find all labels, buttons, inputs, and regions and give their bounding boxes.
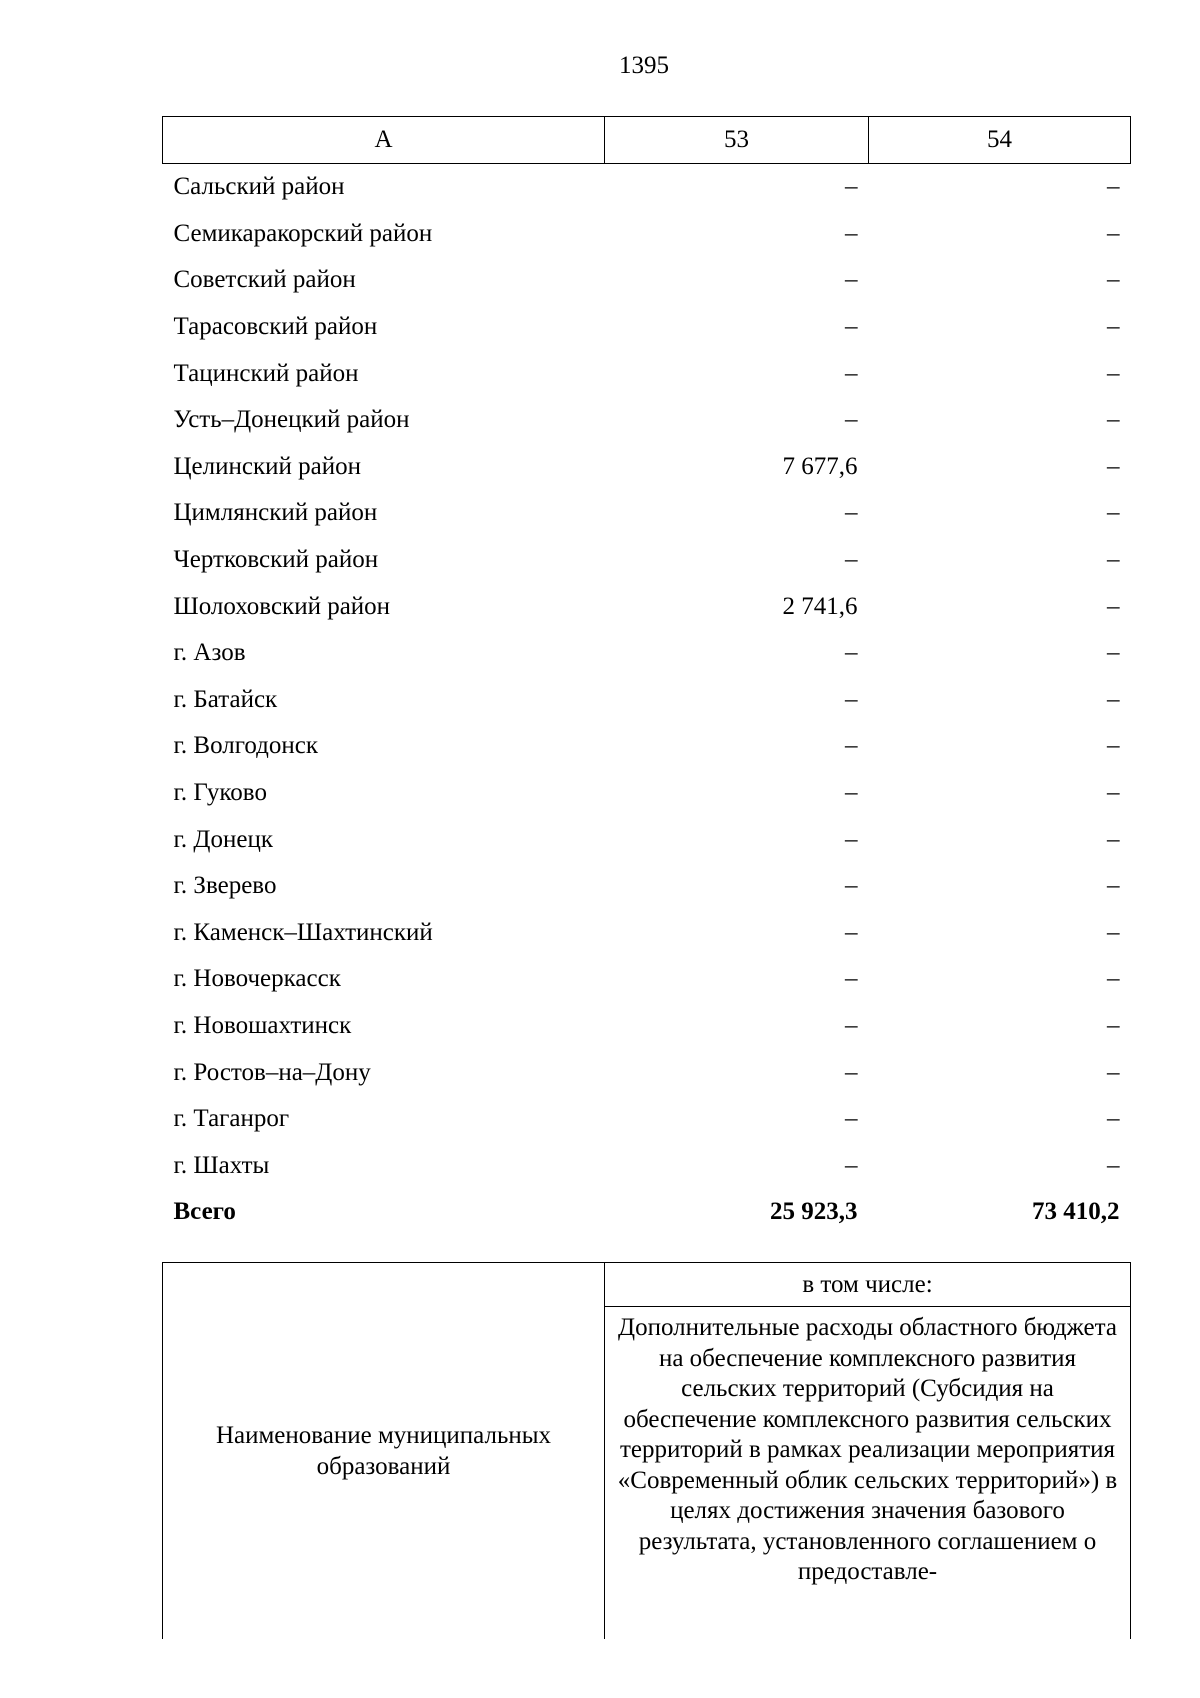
row-col-53: – <box>845 266 858 294</box>
next-table-header <box>162 1262 1131 1639</box>
row-col-53: – <box>845 219 858 247</box>
row-col-54: – <box>1107 219 1120 247</box>
row-col-54: – <box>1107 313 1120 341</box>
row-name: г. Ростов–на–Дону <box>173 1058 371 1086</box>
table-row <box>163 770 1131 817</box>
row-col-54: – <box>1107 406 1120 434</box>
row-col-53: – <box>845 639 858 667</box>
row-name: г. Азов <box>173 639 246 667</box>
row-col-54: – <box>1107 359 1120 387</box>
row-col-53: – <box>845 1105 858 1133</box>
row-col-53: – <box>845 1058 858 1086</box>
row-col-53: – <box>845 872 858 900</box>
row-col-54: – <box>1107 1058 1120 1086</box>
row-name: Цимлянский район <box>173 499 378 527</box>
row-col-54: – <box>1107 499 1120 527</box>
row-name: г. Гуково <box>173 779 267 807</box>
data-table <box>162 116 1131 1236</box>
row-name: Шолоховский район <box>173 592 391 620</box>
row-name: Советский район <box>173 266 356 294</box>
row-col-54: – <box>1107 825 1120 853</box>
row-name: Сальский район <box>173 173 345 201</box>
row-name: г. Новочеркасск <box>173 965 341 993</box>
page-number: 1395 <box>619 52 669 79</box>
table-row <box>163 257 1131 304</box>
table-row <box>163 1096 1131 1143</box>
row-col-53: – <box>845 732 858 760</box>
row-name: Тацинский район <box>173 359 359 387</box>
row-col-54: – <box>1107 546 1120 574</box>
table-row <box>163 537 1131 584</box>
row-col-53: – <box>845 499 858 527</box>
row-col-53: – <box>845 1011 858 1039</box>
header-col-53: 53 <box>605 117 869 164</box>
row-col-53: – <box>845 825 858 853</box>
including-header: в том числе: <box>605 1263 1131 1307</box>
row-col-53: – <box>845 685 858 713</box>
table-row <box>163 723 1131 770</box>
row-name: г. Таганрог <box>173 1105 290 1133</box>
row-col-54: – <box>1107 732 1120 760</box>
table-row <box>163 397 1131 444</box>
row-name: Семикаракорский район <box>173 219 433 247</box>
row-col-53: – <box>845 779 858 807</box>
row-col-54: – <box>1107 173 1120 201</box>
table-row <box>163 164 1131 211</box>
header-col-a: А <box>163 117 605 164</box>
row-name: г. Донецк <box>173 825 273 853</box>
row-col-54: – <box>1107 452 1120 480</box>
row-col-53: 7 677,6 <box>782 452 858 480</box>
row-col-54: – <box>1107 266 1120 294</box>
table-row <box>163 444 1131 491</box>
row-col-53: – <box>845 918 858 946</box>
table-row <box>163 1003 1131 1050</box>
row-col-53: 2 741,6 <box>782 592 858 620</box>
row-name: г. Зверево <box>173 872 277 900</box>
row-col-53: – <box>845 313 858 341</box>
table-row <box>163 583 1131 630</box>
row-col-53: – <box>845 406 858 434</box>
table-row <box>163 630 1131 677</box>
row-name: Чертковский район <box>173 546 379 574</box>
row-col-54: – <box>1107 872 1120 900</box>
row-col-54: – <box>1107 918 1120 946</box>
table-row <box>163 350 1131 397</box>
row-col-53: – <box>845 965 858 993</box>
row-col-54: – <box>1107 779 1120 807</box>
total-label: Всего <box>173 1198 236 1226</box>
row-name: г. Волгодонск <box>173 732 319 760</box>
total-row <box>163 1189 1131 1236</box>
row-col-54: – <box>1107 592 1120 620</box>
row-col-54: – <box>1107 1011 1120 1039</box>
total-col-54: 73 410,2 <box>1032 1198 1120 1226</box>
row-col-54: – <box>1107 685 1120 713</box>
description-header: Дополнительные расходы областного бюджета на обеспечение комплексного развития сельских территорий (Субсидия на обеспечение комплексного развития сельских территорий в рамках реализации мероприятия «Современный облик сельских территорий») в целях достижения значения базового результата, установленного соглашением о предоставле- <box>605 1307 1131 1640</box>
row-name: Тарасовский район <box>173 313 378 341</box>
names-column-header: Наименование муниципальных образований <box>163 1263 605 1640</box>
table-body <box>163 164 1131 1190</box>
table-row <box>163 490 1131 537</box>
row-col-53: – <box>845 359 858 387</box>
row-name: Усть–Донецкий район <box>173 406 410 434</box>
table-row <box>163 677 1131 724</box>
row-name: г. Новошахтинск <box>173 1011 352 1039</box>
header-col-54: 54 <box>869 117 1131 164</box>
row-name: Целинский район <box>173 452 361 480</box>
row-col-54: – <box>1107 965 1120 993</box>
row-col-54: – <box>1107 1105 1120 1133</box>
table-row <box>163 816 1131 863</box>
table-row <box>163 304 1131 351</box>
row-col-53: – <box>845 173 858 201</box>
row-col-54: – <box>1107 639 1120 667</box>
row-name: г. Батайск <box>173 685 278 713</box>
row-name: г. Шахты <box>173 1151 270 1179</box>
table-row <box>163 910 1131 957</box>
table-row <box>163 211 1131 258</box>
table-header-row <box>163 117 1131 164</box>
row-name: г. Каменск–Шахтинский <box>173 918 433 946</box>
row-col-54: – <box>1107 1151 1120 1179</box>
row-col-53: – <box>845 546 858 574</box>
table-row <box>163 956 1131 1003</box>
table-row <box>163 863 1131 910</box>
row-col-53: – <box>845 1151 858 1179</box>
table-row <box>163 1142 1131 1189</box>
table-row <box>163 1049 1131 1096</box>
total-col-53: 25 923,3 <box>770 1198 858 1226</box>
